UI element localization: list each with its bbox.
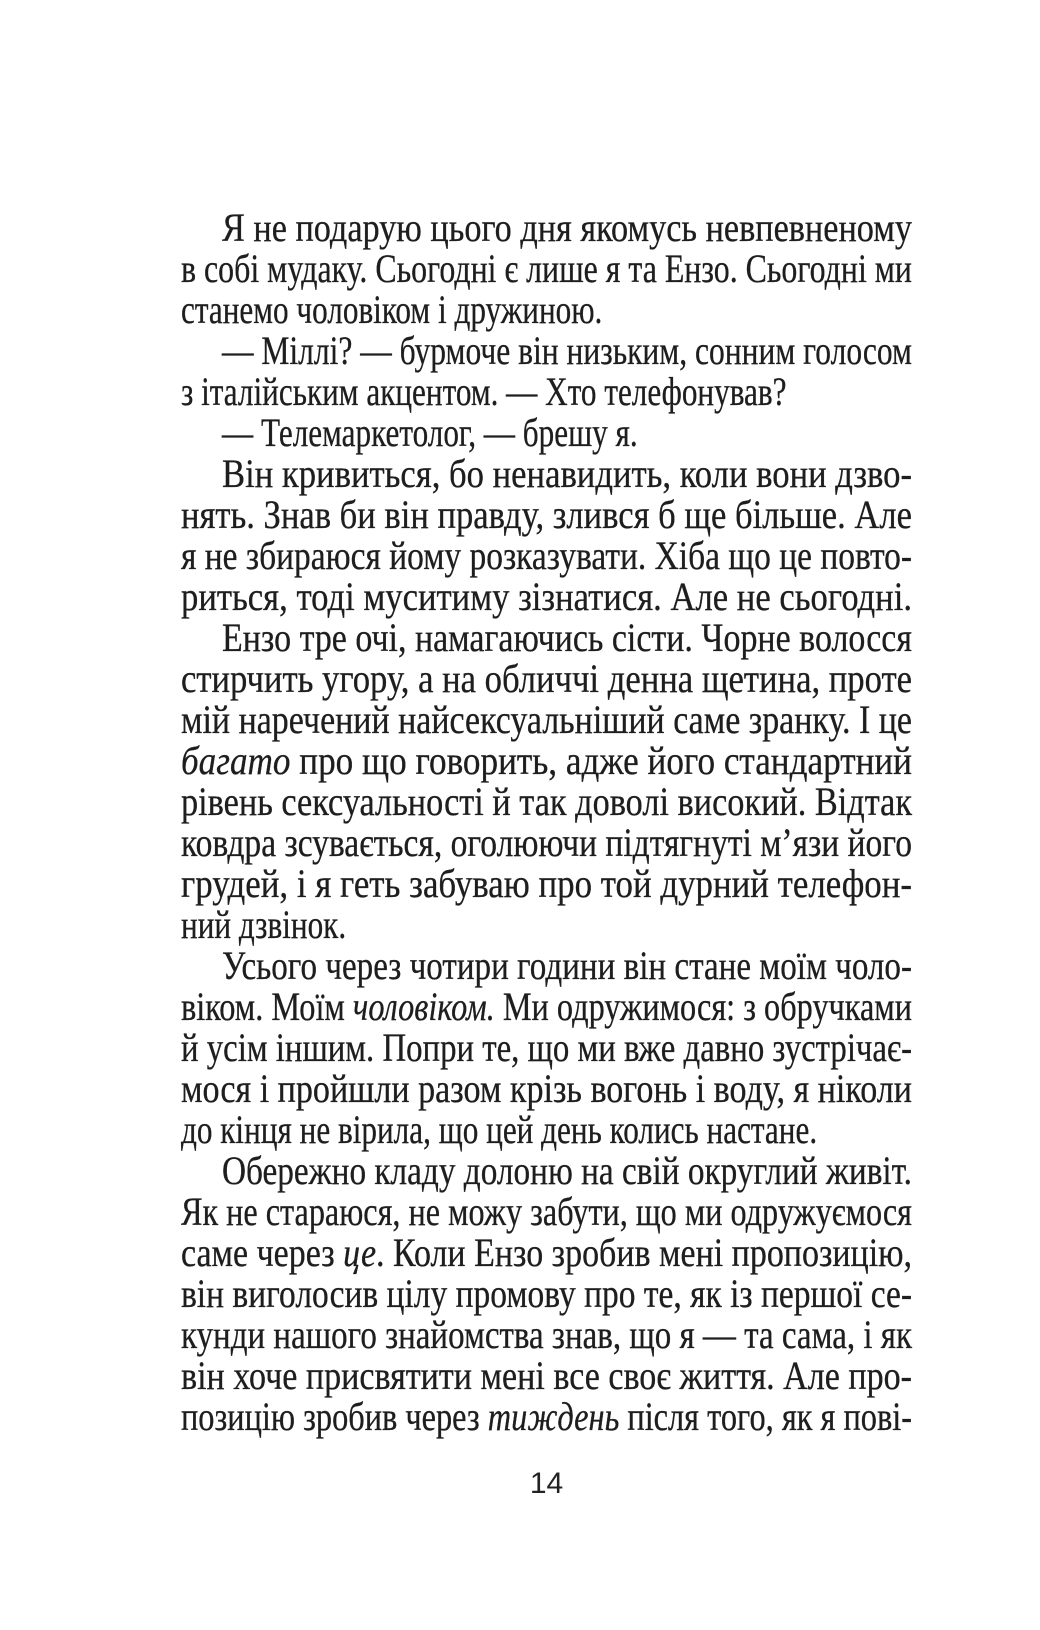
italic-text-segment: тиждень <box>487 1394 620 1439</box>
text-segment: мій наречений найсексуальніший саме зранку. І це <box>181 697 912 742</box>
text-segment: риться, тоді муситиму зізнатися. Але не сьогодні. <box>181 574 912 619</box>
text-segment: Він кривиться, бо ненавидить, коли вони дзво- <box>222 451 912 496</box>
text-segment: до кінця не вірила, що цей день колись настане. <box>181 1107 818 1152</box>
text-line <box>181 248 912 289</box>
text-line <box>181 658 912 699</box>
text-segment: — Міллі? — бурмоче він низьким, сонним голосом <box>222 328 912 373</box>
text-segment: грудей, і я геть забуваю про той дурний телефон- <box>181 861 912 906</box>
italic-text-segment: це <box>343 1230 377 1275</box>
text-segment: нять. Знав би він правду, злився б ще більше. Але <box>181 492 912 537</box>
text-segment: в собі мудаку. Сьогодні є лише я та Ензо. Сьогодні ми <box>181 246 912 291</box>
text-segment: Ензо тре очі, намагаючись сісти. Чорне волосся <box>222 615 912 660</box>
text-segment: стирчить угору, а на обличчі денна щетина, проте <box>181 656 912 701</box>
text-segment: кунди нашого знайомства знав, що я — та сама, і як <box>181 1312 912 1357</box>
text-segment: саме через <box>181 1230 344 1275</box>
text-segment: — Телемаркетолог, — брешу я. <box>222 410 638 455</box>
text-line <box>181 1191 912 1232</box>
text-line <box>181 617 912 658</box>
text-line <box>181 863 912 904</box>
text-line <box>181 207 912 248</box>
text-line <box>181 904 912 945</box>
text-segment: віком. Моїм <box>181 984 353 1029</box>
text-segment: мося і пройшли разом крізь вогонь і воду, я ніколи <box>181 1066 912 1111</box>
text-segment: ковдра зсувається, оголюючи підтягнуті м’язи його <box>181 820 912 865</box>
text-line <box>181 1355 912 1396</box>
text-segment: й усім іншим. Попри те, що ми вже давно зустрічає- <box>181 1025 912 1070</box>
italic-text-segment: чоловіком. <box>352 984 495 1029</box>
text-line <box>181 289 912 330</box>
text-line <box>181 945 912 986</box>
italic-text-segment: багато <box>181 738 291 783</box>
text-line <box>181 740 912 781</box>
text-line <box>181 1068 912 1109</box>
text-line <box>181 1396 912 1437</box>
text-segment: рівень сексуальності й так доволі високий. Відтак <box>181 779 912 824</box>
text-segment: Усього через чотири години він стане моїм чоло- <box>222 943 912 988</box>
text-line <box>181 1150 912 1191</box>
text-segment: станемо чоловіком і дружиною. <box>181 287 603 332</box>
text-segment: я не збираюся йому розказувати. Хіба що це повто- <box>181 533 912 578</box>
text-segment: позицію зробив через <box>181 1394 488 1439</box>
text-line <box>181 576 912 617</box>
text-segment: він хоче присвятити мені все своє життя. Але про- <box>181 1353 912 1398</box>
text-block <box>181 207 912 1437</box>
text-segment: він виголосив цілу промову про те, як із першої се- <box>181 1271 912 1316</box>
text-line <box>181 412 912 453</box>
text-line <box>181 453 912 494</box>
text-line <box>181 699 912 740</box>
text-segment: з італійським акцентом. — Хто телефонував? <box>181 369 787 414</box>
text-segment: Ми одружимося: з обручками <box>494 984 912 1029</box>
text-line <box>181 1027 912 1068</box>
text-line <box>181 1109 912 1150</box>
text-line <box>181 330 912 371</box>
text-line <box>181 1273 912 1314</box>
text-line <box>181 822 912 863</box>
text-line <box>181 781 912 822</box>
text-segment: після того, як я пові- <box>619 1394 912 1439</box>
text-line <box>181 1314 912 1355</box>
text-segment: Я не подарую цього дня якомусь невпевненому <box>222 205 912 250</box>
text-line <box>181 535 912 576</box>
text-line <box>181 494 912 535</box>
text-segment: про що говорить, адже його стандартний <box>290 738 912 783</box>
text-line <box>181 986 912 1027</box>
text-segment: Обережно кладу долоню на свій округлий живіт. <box>222 1148 912 1193</box>
page-number: 14 <box>529 1467 564 1500</box>
text-line <box>181 1232 912 1273</box>
text-line <box>181 371 912 412</box>
text-segment: . Коли Ензо зробив мені пропозицію, <box>376 1230 912 1275</box>
text-segment: Як не стараюся, не можу забути, що ми одружуємося <box>181 1189 912 1234</box>
text-segment: ний дзвінок. <box>181 902 347 947</box>
